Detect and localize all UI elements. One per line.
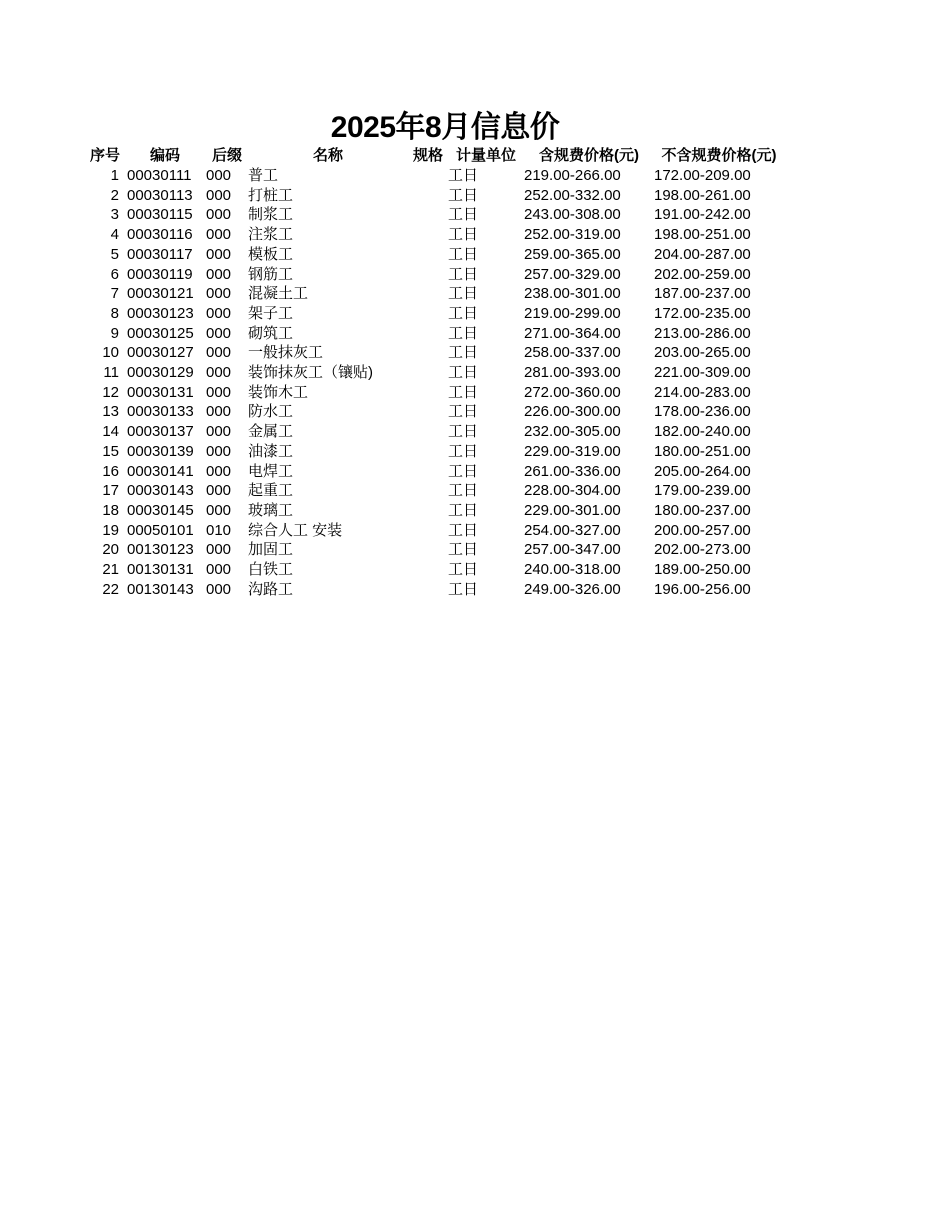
cell-price-with-fee: 252.00-319.00	[524, 226, 621, 244]
cell-seq: 5	[110, 245, 119, 263]
cell-name: 注浆工	[248, 226, 294, 244]
table-row	[86, 422, 784, 442]
cell-code: 00030123	[127, 304, 194, 322]
cell-seq: 16	[102, 462, 119, 480]
cell-spec	[408, 304, 448, 324]
cell-spec	[408, 363, 448, 383]
cell-name: 玻璃工	[248, 501, 294, 519]
cell-suffix: 000	[206, 482, 232, 500]
cell-seq: 14	[102, 423, 119, 441]
cell-suffix: 000	[206, 344, 232, 362]
cell-code: 00030145	[127, 501, 194, 519]
cell-spec	[408, 540, 448, 560]
cell-spec	[408, 462, 448, 482]
cell-price-with-fee: 261.00-336.00	[524, 462, 621, 480]
cell-seq: 15	[102, 442, 119, 460]
cell-price-without-fee: 182.00-240.00	[654, 423, 751, 441]
cell-price-with-fee: 226.00-300.00	[524, 403, 621, 421]
cell-code: 00130123	[127, 541, 194, 559]
cell-suffix: 010	[206, 521, 232, 539]
cell-price-with-fee: 281.00-393.00	[524, 364, 621, 382]
cell-spec	[408, 324, 448, 344]
cell-price-with-fee: 258.00-337.00	[524, 344, 621, 362]
cell-price-with-fee: 254.00-327.00	[524, 521, 621, 539]
cell-unit: 工日	[448, 462, 479, 480]
cell-price-without-fee: 200.00-257.00	[654, 521, 751, 539]
cell-name: 打桩工	[248, 186, 294, 204]
cell-spec	[408, 225, 448, 245]
cell-spec	[408, 560, 448, 580]
header-spec: 规格	[412, 147, 443, 164]
cell-code: 00030137	[127, 423, 194, 441]
cell-suffix: 000	[206, 167, 232, 184]
cell-unit: 工日	[448, 521, 479, 539]
cell-suffix: 000	[206, 186, 232, 204]
cell-suffix: 000	[206, 442, 232, 460]
table-row	[86, 442, 784, 462]
cell-code: 00030121	[127, 285, 194, 303]
cell-seq: 20	[102, 541, 119, 559]
cell-spec	[408, 501, 448, 521]
table-row	[86, 186, 784, 206]
cell-unit: 工日	[448, 442, 479, 460]
cell-spec	[408, 166, 448, 186]
table-row	[86, 580, 784, 600]
cell-suffix: 000	[206, 324, 232, 342]
cell-price-with-fee: 252.00-332.00	[524, 186, 621, 204]
cell-spec	[408, 481, 448, 501]
cell-seq: 10	[102, 344, 119, 362]
cell-price-without-fee: 191.00-242.00	[654, 206, 751, 224]
table-row	[86, 501, 784, 521]
cell-price-without-fee: 179.00-239.00	[654, 482, 751, 500]
cell-seq: 9	[110, 324, 119, 342]
cell-seq: 19	[102, 521, 119, 539]
cell-spec	[408, 205, 448, 225]
cell-name: 白铁工	[248, 561, 294, 579]
table-row	[86, 225, 784, 245]
cell-price-with-fee: 229.00-319.00	[524, 442, 621, 460]
cell-code: 00030117	[127, 245, 193, 263]
cell-seq: 13	[102, 403, 119, 421]
cell-code: 00050101	[127, 521, 194, 539]
cell-name: 金属工	[248, 423, 294, 441]
cell-seq: 18	[102, 501, 119, 519]
table-row	[86, 343, 784, 363]
cell-unit: 工日	[448, 226, 479, 244]
cell-suffix: 000	[206, 206, 232, 224]
cell-code: 00130143	[127, 580, 194, 598]
cell-price-without-fee: 203.00-265.00	[654, 344, 751, 362]
cell-seq: 1	[110, 167, 119, 184]
header-code: 编码	[149, 147, 180, 164]
cell-price-with-fee: 257.00-329.00	[524, 265, 621, 283]
cell-name: 模板工	[248, 245, 294, 263]
cell-suffix: 000	[206, 541, 232, 559]
cell-seq: 3	[110, 206, 119, 224]
cell-price-without-fee: 187.00-237.00	[654, 285, 751, 303]
cell-unit: 工日	[448, 383, 479, 401]
cell-unit: 工日	[448, 285, 479, 303]
cell-code: 00030127	[127, 344, 194, 362]
cell-price-without-fee: 172.00-209.00	[654, 167, 751, 184]
cell-spec	[408, 343, 448, 363]
cell-unit: 工日	[448, 541, 479, 559]
cell-suffix: 000	[206, 462, 232, 480]
header-price-without-fee: 不含规费价格(元)	[661, 147, 777, 164]
cell-spec	[408, 284, 448, 304]
cell-name: 一般抹灰工	[248, 344, 324, 362]
cell-price-with-fee: 219.00-299.00	[524, 304, 621, 322]
header-unit: 计量单位	[455, 147, 516, 164]
cell-spec	[408, 383, 448, 403]
cell-suffix: 000	[206, 226, 232, 244]
cell-unit: 工日	[448, 206, 479, 224]
table-row	[86, 265, 784, 285]
cell-price-with-fee: 219.00-266.00	[524, 167, 621, 184]
cell-spec	[408, 521, 448, 541]
header-seq: 序号	[89, 147, 120, 164]
cell-suffix: 000	[206, 383, 232, 401]
page-title: 2025年8月信息价	[330, 111, 560, 144]
cell-spec	[408, 422, 448, 442]
cell-code: 00030113	[127, 186, 193, 204]
table-row	[86, 521, 784, 541]
cell-spec	[408, 186, 448, 206]
cell-price-with-fee: 259.00-365.00	[524, 245, 621, 263]
table-row	[86, 205, 784, 225]
cell-spec	[408, 442, 448, 462]
cell-suffix: 000	[206, 423, 232, 441]
cell-spec	[408, 245, 448, 265]
table-row	[86, 324, 784, 344]
cell-name: 制浆工	[248, 206, 294, 224]
cell-seq: 17	[102, 482, 119, 500]
cell-name: 综合人工 安装	[248, 521, 343, 539]
cell-unit: 工日	[448, 265, 479, 283]
cell-name: 架子工	[248, 304, 294, 322]
cell-price-with-fee: 257.00-347.00	[524, 541, 621, 559]
table-row	[86, 245, 784, 265]
cell-price-with-fee: 249.00-326.00	[524, 580, 621, 598]
cell-price-without-fee: 180.00-237.00	[654, 501, 751, 519]
cell-seq: 12	[102, 383, 119, 401]
cell-price-with-fee: 240.00-318.00	[524, 561, 621, 579]
cell-code: 00030125	[127, 324, 194, 342]
cell-code: 00030139	[127, 442, 194, 460]
cell-price-without-fee: 189.00-250.00	[654, 561, 751, 579]
table-row	[86, 481, 784, 501]
cell-price-without-fee: 213.00-286.00	[654, 324, 751, 342]
cell-seq: 4	[110, 226, 119, 244]
cell-name: 砌筑工	[248, 324, 294, 342]
cell-seq: 7	[110, 285, 119, 303]
cell-price-without-fee: 214.00-283.00	[654, 383, 751, 401]
cell-suffix: 000	[206, 364, 232, 382]
cell-spec	[408, 580, 448, 600]
cell-code: 00030115	[127, 206, 193, 224]
cell-unit: 工日	[448, 245, 479, 263]
cell-code: 00030143	[127, 482, 194, 500]
cell-price-with-fee: 272.00-360.00	[524, 383, 621, 401]
cell-price-with-fee: 271.00-364.00	[524, 324, 621, 342]
cell-unit: 工日	[448, 304, 479, 322]
cell-unit: 工日	[448, 324, 479, 342]
cell-price-without-fee: 202.00-273.00	[654, 541, 751, 559]
cell-suffix: 000	[206, 265, 232, 283]
header-suffix: 后缀	[211, 147, 242, 164]
cell-seq: 2	[110, 186, 119, 204]
header-price-with-fee: 含规费价格(元)	[539, 147, 639, 164]
cell-price-with-fee: 229.00-301.00	[524, 501, 621, 519]
cell-price-without-fee: 221.00-309.00	[654, 364, 751, 382]
cell-suffix: 000	[206, 580, 232, 598]
cell-suffix: 000	[206, 245, 232, 263]
cell-price-without-fee: 198.00-251.00	[654, 226, 751, 244]
table-row	[86, 462, 784, 482]
table-row	[86, 363, 784, 383]
cell-price-with-fee: 228.00-304.00	[524, 482, 621, 500]
cell-price-with-fee: 238.00-301.00	[524, 285, 621, 303]
cell-unit: 工日	[448, 501, 479, 519]
cell-price-without-fee: 204.00-287.00	[654, 245, 751, 263]
cell-name: 钢筋工	[248, 265, 294, 283]
cell-suffix: 000	[206, 304, 232, 322]
cell-price-without-fee: 202.00-259.00	[654, 265, 751, 283]
cell-name: 装饰抹灰工（镶贴)	[248, 364, 373, 382]
cell-suffix: 000	[206, 501, 232, 519]
cell-seq: 21	[102, 561, 119, 579]
cell-spec	[408, 402, 448, 422]
cell-seq: 22	[102, 580, 119, 598]
table-row	[86, 304, 784, 324]
cell-name: 防水工	[248, 403, 294, 421]
table-header-row	[86, 146, 784, 166]
table-row	[86, 540, 784, 560]
cell-price-with-fee: 243.00-308.00	[524, 206, 621, 224]
cell-price-without-fee: 196.00-256.00	[654, 580, 751, 598]
cell-name: 起重工	[248, 482, 294, 500]
cell-seq: 11	[103, 364, 119, 382]
cell-code: 00030141	[127, 462, 194, 480]
table-row	[86, 166, 784, 186]
cell-suffix: 000	[206, 285, 232, 303]
cell-name: 混凝土工	[248, 285, 309, 303]
cell-spec	[408, 265, 448, 285]
cell-unit: 工日	[448, 561, 479, 579]
cell-unit: 工日	[448, 186, 479, 204]
table-row	[86, 560, 784, 580]
table-row	[86, 402, 784, 422]
cell-suffix: 000	[206, 561, 232, 579]
cell-name: 加固工	[248, 541, 294, 559]
cell-price-without-fee: 180.00-251.00	[654, 442, 751, 460]
cell-code: 00130131	[127, 561, 194, 579]
cell-unit: 工日	[448, 364, 479, 382]
cell-code: 00030133	[127, 403, 194, 421]
cell-code: 00030111	[127, 167, 192, 184]
cell-price-without-fee: 205.00-264.00	[654, 462, 751, 480]
cell-name: 装饰木工	[248, 383, 309, 401]
price-table	[86, 146, 784, 599]
table-row	[86, 284, 784, 304]
cell-unit: 工日	[448, 403, 479, 421]
cell-code: 00030131	[127, 383, 194, 401]
cell-name: 沟路工	[248, 580, 294, 598]
cell-unit: 工日	[448, 482, 479, 500]
cell-name: 油漆工	[248, 442, 294, 460]
header-name: 名称	[312, 147, 343, 164]
cell-suffix: 000	[206, 403, 232, 421]
cell-code: 00030129	[127, 364, 194, 382]
cell-price-without-fee: 198.00-261.00	[654, 186, 751, 204]
cell-seq: 8	[110, 304, 119, 322]
cell-price-with-fee: 232.00-305.00	[524, 423, 621, 441]
cell-unit: 工日	[448, 580, 479, 598]
cell-unit: 工日	[448, 167, 479, 184]
cell-name: 普工	[248, 167, 279, 184]
table-row	[86, 383, 784, 403]
cell-code: 00030119	[127, 265, 193, 283]
cell-price-without-fee: 172.00-235.00	[654, 304, 751, 322]
table-body	[86, 166, 784, 599]
cell-seq: 6	[110, 265, 119, 283]
cell-name: 电焊工	[248, 462, 294, 480]
cell-unit: 工日	[448, 344, 479, 362]
cell-code: 00030116	[127, 226, 193, 244]
cell-price-without-fee: 178.00-236.00	[654, 403, 751, 421]
cell-unit: 工日	[448, 423, 479, 441]
